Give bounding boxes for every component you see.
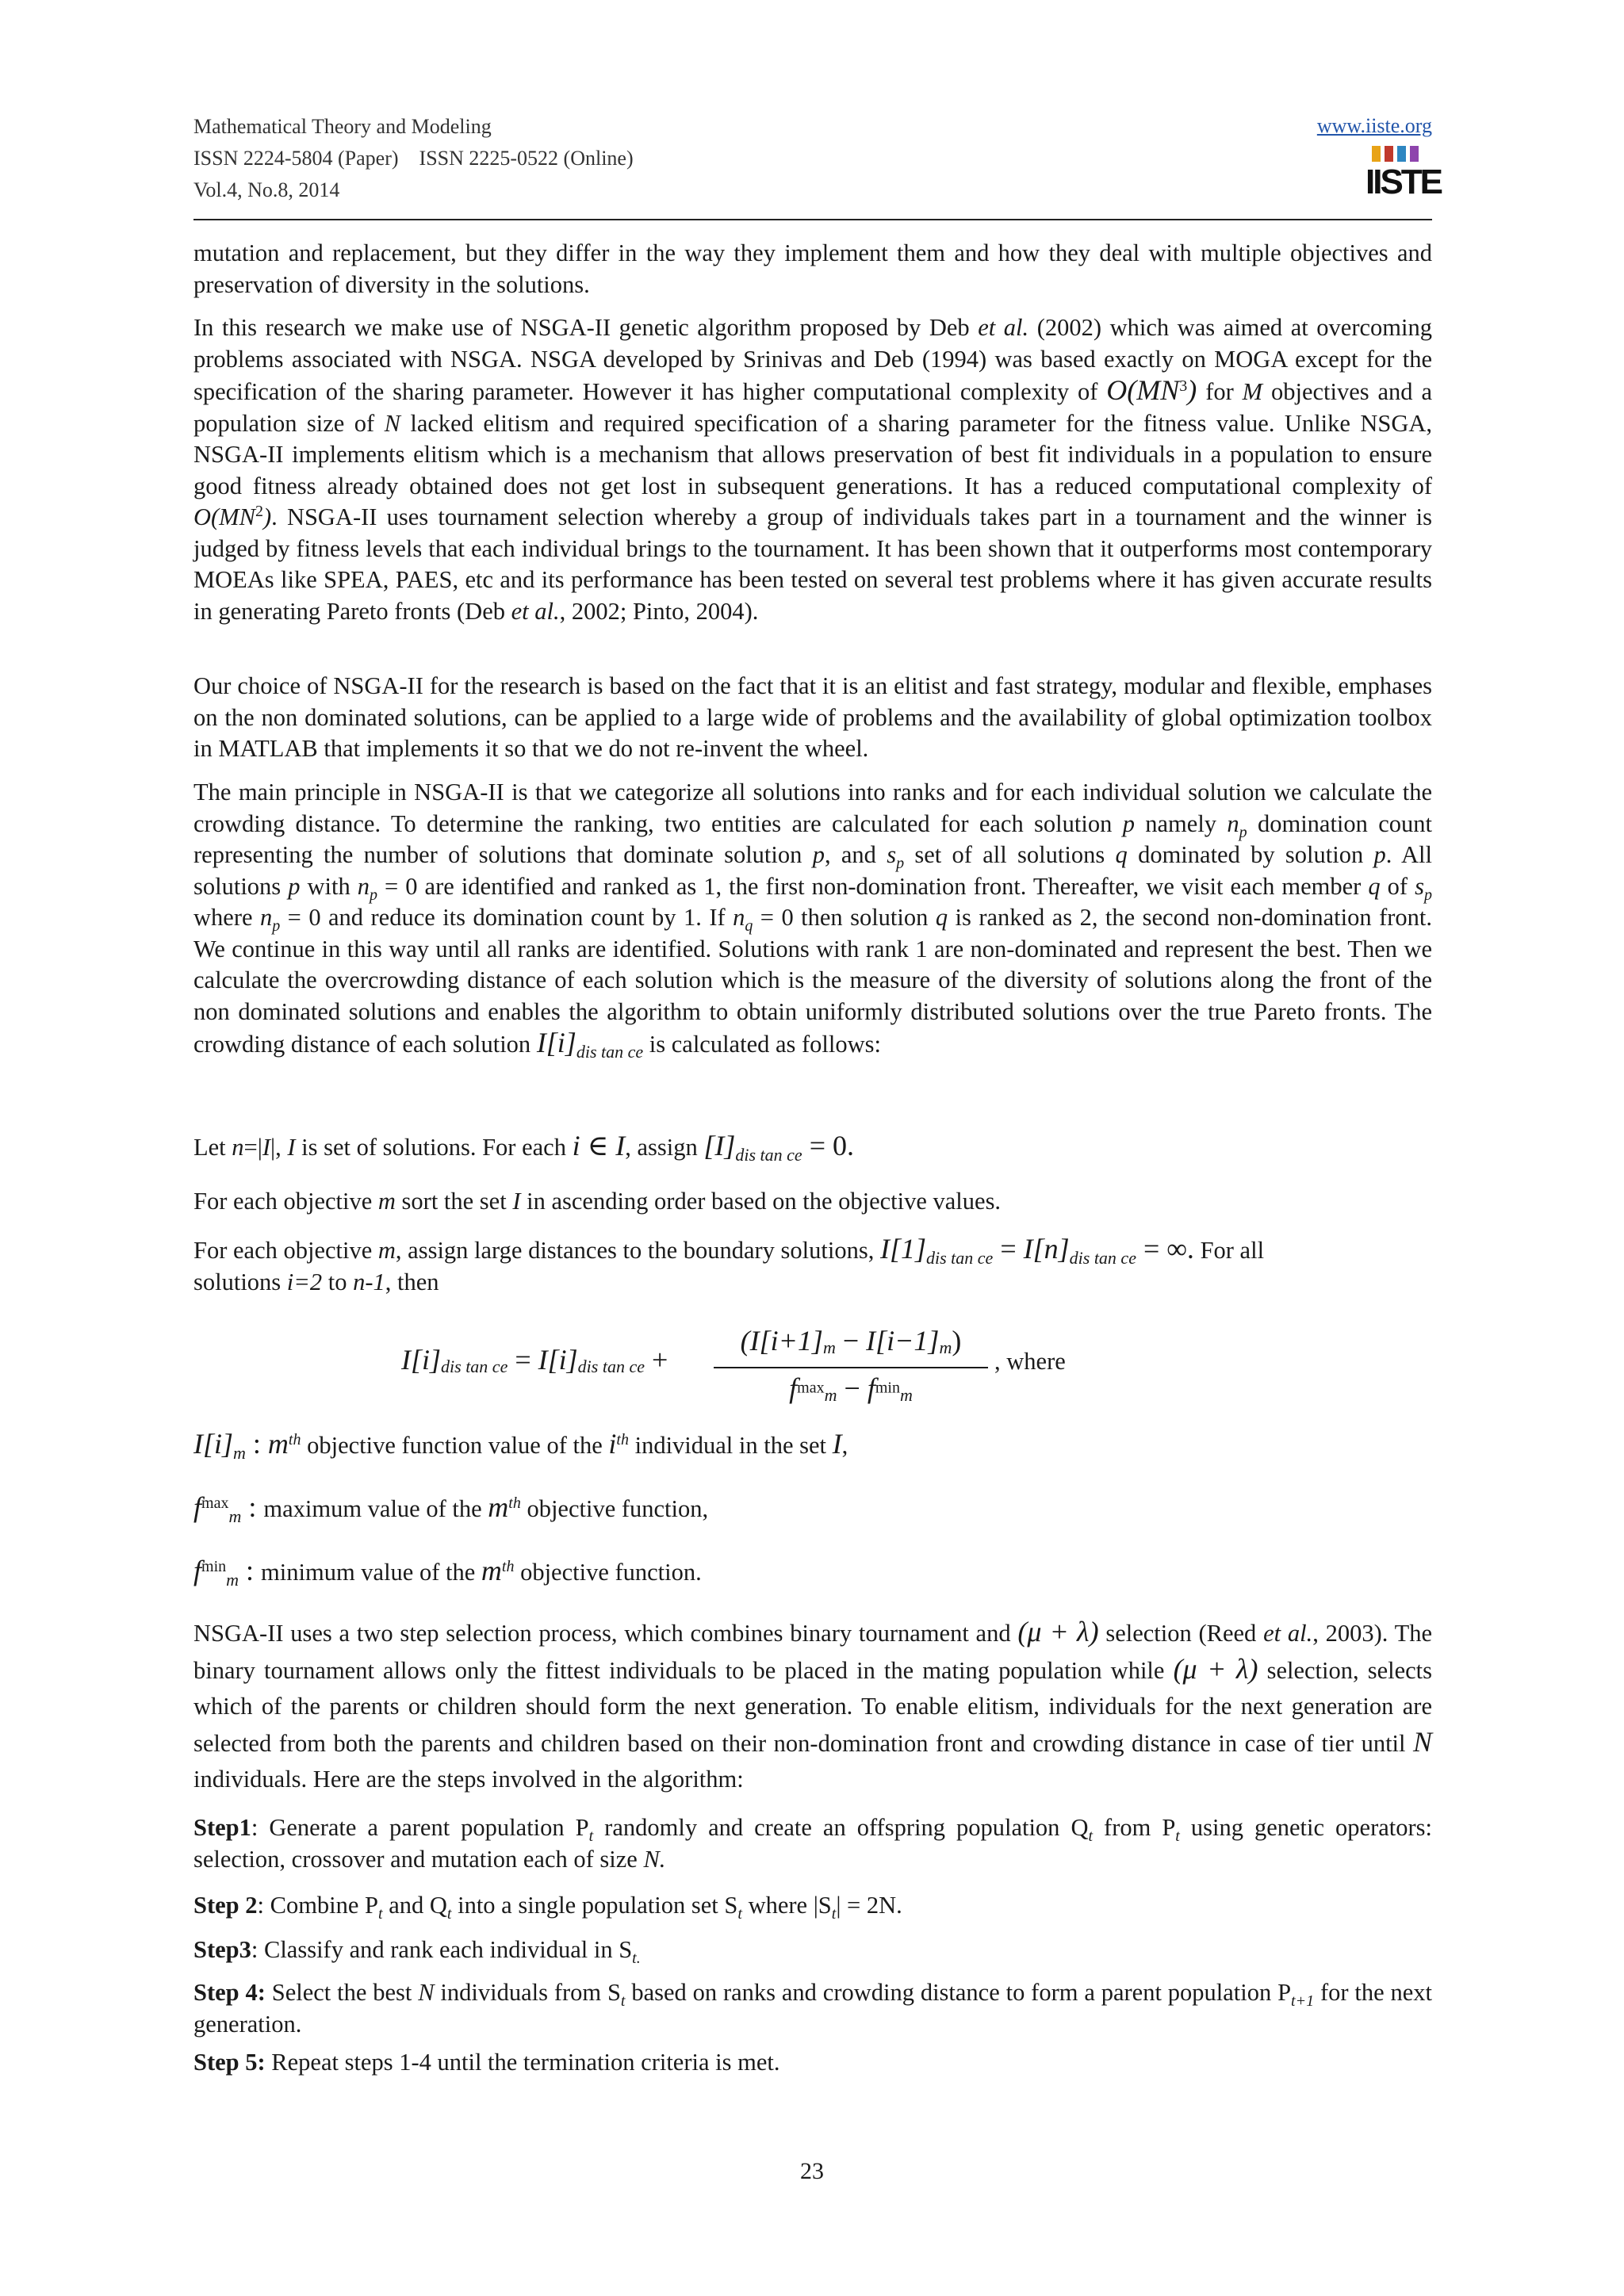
text-span: n <box>357 872 370 900</box>
text-span: = 0 and reduce its domination count by 1. If <box>280 904 733 931</box>
definition-row <box>193 1554 702 1590</box>
def-term: i <box>608 1428 617 1460</box>
paragraph-1-text: mutation and replacement, but they differ in the way they implement them and how they deal with multiple objectives and preservation of diversity in the solutions. <box>193 239 1432 298</box>
math-equals-zero: = 0. <box>802 1130 854 1161</box>
subscript: m <box>824 1385 837 1406</box>
text-span: , assign large distances to the boundary solutions, <box>395 1237 880 1264</box>
superscript: 3 <box>1179 377 1188 395</box>
math-membership: i ∈ I <box>572 1130 626 1161</box>
subscript: p <box>1423 886 1432 904</box>
math-mu-lambda: (μ + λ) <box>1017 1616 1099 1647</box>
text-span: Let <box>193 1134 232 1161</box>
text-span: , 2003). The binary tournament allows only the fittest individuals to be placed in the mating population while <box>193 1620 1433 1684</box>
text-span: objective function value of the <box>301 1432 609 1459</box>
subscript: t. <box>632 1950 641 1968</box>
text-span: solutions <box>193 1268 287 1295</box>
step-label: Step 2 <box>193 1892 258 1919</box>
math-complexity: O(MN <box>1106 374 1180 406</box>
text-span: lacked elitism and required specification of a sharing parameter for the fitness value. Unlike NSGA, NSGA-II implements elitism which is a mechanism that allows preservation of best fit individuals in a population to ensure good fitness already obtained does not get lost in subsequent generations. It has a reduced computational complexity of <box>193 409 1432 499</box>
text-span: . All solutions <box>193 841 1432 900</box>
text-span: dominated by solution <box>1127 841 1374 868</box>
subscript: t <box>620 1992 626 2011</box>
text-span: n <box>232 1134 244 1161</box>
eq-term: f <box>867 1372 875 1404</box>
text-span: n <box>1227 809 1239 837</box>
subscript: t <box>446 1905 452 1923</box>
text-span: al. <box>1287 1620 1313 1647</box>
math-In: I[n] <box>1023 1233 1070 1265</box>
text-span: selection (Reed <box>1098 1620 1264 1647</box>
text-span: p <box>288 872 301 900</box>
superscript: th <box>508 1494 521 1512</box>
math-N: N <box>1412 1726 1432 1758</box>
step-5 <box>193 2047 1432 2079</box>
fraction-denominator <box>696 1372 1005 1405</box>
math-paren: ) <box>262 503 272 530</box>
text-span: Repeat steps 1-4 until the termination criteria is met. <box>265 2049 780 2076</box>
superscript: th <box>288 1430 301 1448</box>
text-span: to <box>322 1268 354 1295</box>
text-span: s <box>887 841 897 868</box>
paragraph-4 <box>193 777 1432 1061</box>
subscript: p <box>370 886 377 904</box>
text-span: For each objective <box>193 1188 378 1215</box>
def-colon: : <box>241 1491 264 1523</box>
text-span: In this research we make use of NSGA-II genetic algorithm proposed by Deb <box>193 314 979 341</box>
text-span: et al. <box>511 597 560 625</box>
text-span: N <box>418 1979 435 2006</box>
subscript: t <box>1088 1827 1094 1846</box>
math-complexity: O(MN <box>193 503 255 530</box>
text-span: , 2002; Pinto, 2004). <box>559 597 759 625</box>
paragraph-3-text: Our choice of NSGA-II for the research is based on the fact that it is an elitist and fast strategy, modular and flexible, emphases on the non dominated solutions, can be applied to a large wide of problems and the availability of global optimization toolbox in MATLAB that implements it so that we do not re-invent the wheel. <box>193 672 1432 762</box>
text-span: s <box>1415 872 1424 900</box>
subscript: m <box>939 1337 952 1358</box>
subscript: t <box>378 1905 383 1923</box>
step-label: Step3 <box>193 1936 251 1963</box>
text-span: domination count representing the number of solutions that dominate solution <box>193 809 1433 868</box>
subscript: t <box>831 1905 837 1923</box>
text-span: namely <box>1134 809 1228 837</box>
def-symbol: f <box>193 1555 202 1586</box>
subscript-distance: dis tan ce <box>576 1042 644 1062</box>
text-span: =| <box>243 1134 262 1161</box>
text-span: = 0 then solution <box>753 904 936 931</box>
subscript: t <box>588 1827 594 1846</box>
subscript: m <box>899 1385 913 1406</box>
text-span: from P <box>1093 1814 1176 1841</box>
journal-title: Mathematical Theory and Modeling <box>193 115 492 138</box>
superscript: 2 <box>255 502 263 520</box>
subscript-distance: dis tan ce <box>577 1357 645 1377</box>
text-span: objectives and a population size of <box>193 378 1432 437</box>
text-span: n-1 <box>353 1268 385 1295</box>
text-span: q <box>1115 841 1128 868</box>
subscript-distance: dis tan ce <box>441 1357 508 1377</box>
text-span: = 0 are identified and ranked as 1, the first non-domination front. Thereafter, we visit each member <box>377 872 1369 900</box>
paragraph-2 <box>193 312 1432 627</box>
text-span: , <box>841 1432 848 1459</box>
step-4-text <box>193 1977 1432 2040</box>
let-line <box>193 1131 1432 1164</box>
subscript-distance: dis tan ce <box>925 1248 994 1269</box>
superscript: th <box>501 1557 515 1575</box>
def-symbol: I[i] <box>193 1428 234 1460</box>
logo-bars-icon <box>1372 146 1419 162</box>
subscript: m <box>228 1506 242 1527</box>
issn-online: ISSN 2225-0522 (Online) <box>419 147 634 170</box>
issn-line <box>193 146 634 171</box>
step-2 <box>193 1890 1432 1922</box>
subscript: m <box>233 1443 246 1464</box>
superscript: min <box>201 1557 227 1575</box>
text-span: : Combine P <box>257 1892 379 1919</box>
text-span: m <box>377 1188 396 1215</box>
text-span: individuals. Here are the steps involved in the algorithm: <box>193 1766 744 1793</box>
text-span: minimum value of the <box>261 1559 481 1586</box>
sort-line-text <box>193 1186 1432 1218</box>
text-span: for the next generation. <box>193 1979 1432 2038</box>
superscript: max <box>797 1379 825 1397</box>
text-span: where |S <box>741 1892 832 1919</box>
paragraph-4-text <box>193 777 1432 1061</box>
text-span: objective function, <box>520 1495 709 1522</box>
step-label: Step1 <box>193 1814 251 1841</box>
text-span: M <box>1242 378 1263 405</box>
math-I-bracket: [I] <box>703 1130 736 1161</box>
text-span: n <box>259 904 273 931</box>
step-4 <box>193 1977 1432 2040</box>
text-span: p <box>812 841 825 868</box>
text-span: individual in the set <box>628 1432 833 1459</box>
text-span: with <box>300 872 358 900</box>
superscript: th <box>616 1430 629 1448</box>
text-span: For each objective <box>193 1237 378 1264</box>
subscript: m <box>226 1570 239 1590</box>
text-span: using genetic operators: selection, crossover and mutation each of size <box>193 1814 1432 1873</box>
text-span: where <box>193 904 260 931</box>
text-span: i=2 <box>286 1268 323 1295</box>
subscript-distance: dis tan ce <box>735 1145 802 1165</box>
subscript: p <box>1239 823 1247 841</box>
text-span: | = 2N. <box>836 1892 902 1919</box>
text-span: NSGA-II uses a two step selection process, which combines binary tournament and <box>193 1620 1018 1647</box>
eq-term: I[i−1] <box>866 1325 940 1357</box>
subscript: t+1 <box>1291 1992 1315 2011</box>
eq-term: f <box>789 1372 798 1404</box>
text-span: is set of solutions. For each <box>295 1134 573 1161</box>
boundary-line <box>193 1234 1432 1298</box>
text-span: Select the best <box>265 1979 419 2006</box>
fraction-bar <box>714 1367 988 1368</box>
text-span: p <box>1122 809 1135 837</box>
text-span: The main principle in NSGA-II is that we categorize all solutions into ranks and for each individual solution we calculate the crowding distance. To determine the ranking, two entities are calculated for each solution <box>193 779 1432 837</box>
eq-plus: + <box>645 1344 668 1376</box>
text-span: sort the set <box>395 1188 513 1215</box>
text-span: randomly and create an offspring population Q <box>593 1814 1089 1841</box>
paragraph-1 <box>193 238 1432 300</box>
def-term: m <box>481 1555 502 1586</box>
def-symbol: f <box>193 1491 202 1523</box>
text-span: is ranked as 2, the second non-domination front. We continue in this way until all ranks are identified. Solutions with rank 1 are non-dominated and represent the best. Then we calculate the overcrowding distance of each solution which is the measure of the diversity of solutions along the front of the non dominated solutions and enables the algorithm to obtain uniformly distributed solutions over the true Pareto fronts. The crowding distance of each solution <box>193 904 1432 1058</box>
boundary-line-text <box>193 1234 1432 1298</box>
subscript: t <box>737 1905 742 1923</box>
text-span: I <box>512 1188 521 1215</box>
math-paren: ) <box>1187 374 1197 406</box>
text-span: selection, selects which of the parents or children should form the next generation. To enable elitism, individuals for the next generation are selected from both the parents and children based on their non-domination front and crowding distance in case of tier until <box>193 1657 1433 1757</box>
text-span: q <box>935 904 948 931</box>
superscript: max <box>201 1494 229 1512</box>
text-span: n <box>733 904 745 931</box>
text-span: based on ranks and crowding distance to form a parent population P <box>625 1979 1292 2006</box>
text-span: , and <box>824 841 887 868</box>
def-term: m <box>267 1428 289 1460</box>
eq-paren: ) <box>952 1325 962 1357</box>
iiste-logo <box>1365 146 1442 206</box>
step-2-text <box>193 1890 1432 1922</box>
def-term: m <box>488 1491 509 1523</box>
math-mu-lambda: (μ + λ) <box>1173 1653 1258 1685</box>
subscript: m <box>822 1337 836 1358</box>
page-header <box>193 111 1442 220</box>
step-label: Step 4: <box>193 1979 266 2006</box>
text-span: m <box>377 1237 396 1264</box>
subscript: t <box>1175 1827 1180 1846</box>
math-infinity: = ∞. <box>1136 1233 1194 1265</box>
issn-paper: ISSN 2224-5804 (Paper) <box>193 147 399 170</box>
text-span: et al. <box>978 314 1029 341</box>
let-line-text <box>193 1131 1432 1164</box>
eq-term: I[i] <box>401 1344 442 1376</box>
subscript: p <box>896 855 905 873</box>
journal-url-link[interactable]: www.iiste.org <box>1316 114 1432 137</box>
text-span: set of all solutions <box>904 841 1116 868</box>
text-span: For all <box>1193 1237 1265 1264</box>
eq-equals: = <box>508 1344 538 1376</box>
subscript: q <box>745 917 753 936</box>
paragraph-2-text <box>193 312 1432 627</box>
page-number: 23 <box>800 2158 824 2184</box>
step-1-text <box>193 1812 1432 1875</box>
definition-row <box>193 1427 848 1464</box>
volume-info: Vol.4, No.8, 2014 <box>193 178 340 201</box>
text-span: q <box>1368 872 1381 900</box>
text-span: is calculated as follows: <box>643 1031 881 1058</box>
step-3-text <box>193 1934 1432 1966</box>
paragraph-3 <box>193 671 1432 765</box>
math-crowding-distance: I[i] <box>536 1027 576 1058</box>
eq-term: (I[i+1] <box>740 1325 823 1357</box>
def-term: I <box>832 1428 842 1460</box>
text-span: I <box>262 1134 271 1161</box>
sort-line <box>193 1186 1432 1218</box>
text-span: : Classify and rank each individual in S <box>251 1936 633 1963</box>
text-span: N. <box>643 1845 666 1873</box>
text-span: N <box>384 409 400 437</box>
text-span: for <box>1197 378 1243 405</box>
definition-row <box>193 1490 709 1527</box>
subscript: p <box>272 917 281 936</box>
text-span: individuals from S <box>434 1979 621 2006</box>
text-span: objective function. <box>514 1559 702 1586</box>
step-label: Step 5: <box>193 2049 266 2076</box>
equation-lhs <box>401 1343 668 1376</box>
subscript-distance: dis tan ce <box>1069 1248 1136 1269</box>
def-colon: : <box>245 1428 268 1460</box>
text-span: of <box>1380 872 1415 900</box>
def-colon: : <box>239 1555 262 1586</box>
text-span: and Q <box>382 1892 447 1919</box>
logo-text: IISTE <box>1365 163 1442 201</box>
text-span: (2002) which was aimed at overcoming problems associated with NSGA. NSGA developed by Srinivas and Deb (1994) was based exactly on MOGA except for the specification of the sharing parameter. However it has higher computational complexity of <box>193 314 1432 405</box>
math-equals: = <box>993 1233 1024 1265</box>
selection-paragraph-text <box>193 1614 1432 1797</box>
text-span: into a single population set S <box>451 1892 738 1919</box>
step-3 <box>193 1934 1432 1966</box>
eq-term: I[i] <box>538 1344 578 1376</box>
equation-where: , where <box>994 1348 1066 1375</box>
eq-minus: − <box>835 1325 867 1357</box>
text-span: p <box>1373 841 1386 868</box>
text-span: in ascending order based on the objective values. <box>520 1188 1002 1215</box>
crowding-distance-equation <box>193 1316 1432 1411</box>
math-I1: I[1] <box>879 1233 926 1265</box>
selection-paragraph <box>193 1614 1432 1797</box>
eq-minus: − <box>837 1372 868 1404</box>
text-span: , assign <box>625 1134 704 1161</box>
text-span: maximum value of the <box>263 1495 488 1522</box>
superscript: min <box>875 1379 900 1397</box>
text-span: , then <box>385 1268 439 1295</box>
text-span: I <box>287 1134 296 1161</box>
text-span: |, <box>270 1134 288 1161</box>
text-span: et <box>1263 1620 1281 1647</box>
step-1 <box>193 1812 1432 1875</box>
fraction-numerator <box>696 1324 1005 1357</box>
text-span: : Generate a parent population P <box>251 1814 589 1841</box>
step-5-text <box>193 2047 1432 2079</box>
text-span: . NSGA-II uses tournament selection whereby a group of individuals takes part in a tournament and the winner is judged by fitness levels that each individual brings to the tournament. It has been shown that it outperforms most contemporary MOEAs like SPEA, PAES, etc and its performance has been tested on several test problems where it has given accurate results in generating Pareto fronts (Deb <box>193 503 1432 625</box>
